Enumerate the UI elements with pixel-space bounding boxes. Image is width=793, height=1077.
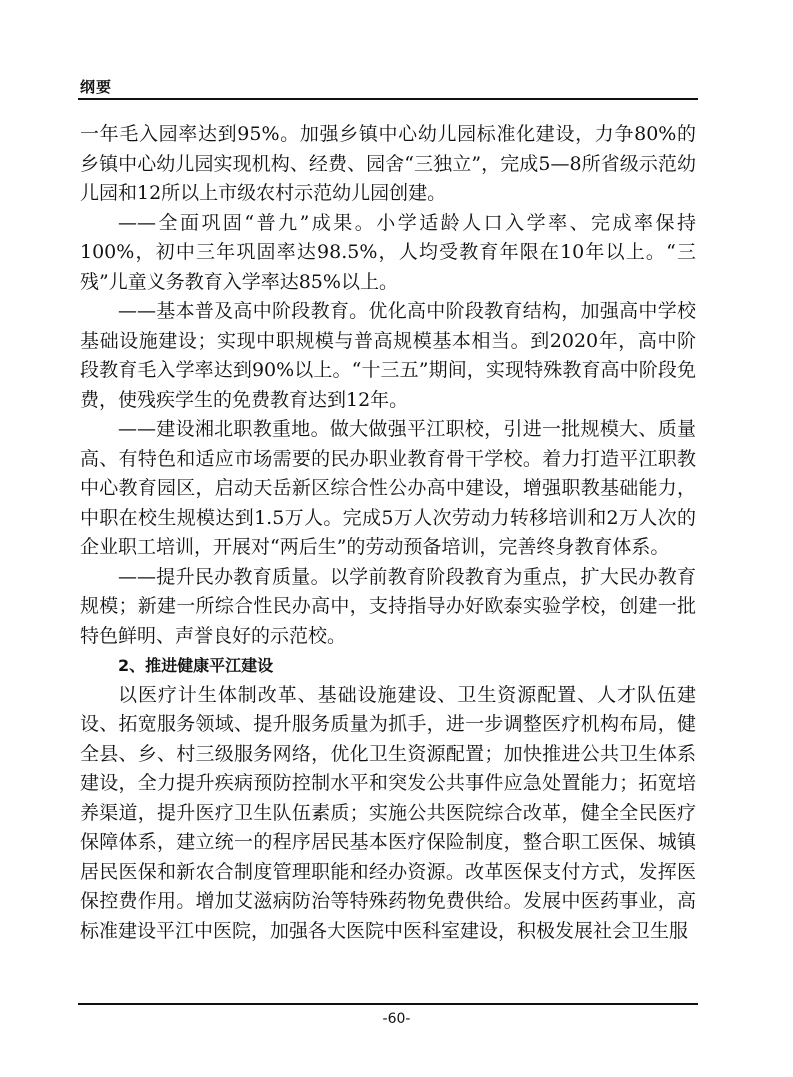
section-heading: 2、推进健康平江建设 — [118, 656, 274, 675]
running-header: 纲要 — [80, 78, 113, 96]
header-divider — [78, 98, 698, 100]
body-paragraph: ——建设湘北职教重地。做大做强平江职校，引进一批规模大、质量高、有特色和适应市场需要的民办职业教育骨干学校。着力打造平江职教中心教育园区，启动天岳新区综合性公办高中建设，增强职教基础能力，中职在校生规模达到1.5万人。完成5万人次劳动力转移培训和2万人次的企业职工培训，开展对“两后生”的劳动预备培训，完善终身教育体系。 — [80, 418, 696, 558]
body-paragraph: ——全面巩固“普九”成果。小学适龄人口入学率、完成率保持100%，初中三年巩固率达98.5%，人均受教育年限在10年以上。“三残”儿童义务教育入学率达85%以上。 — [80, 211, 696, 293]
body-paragraph: ——基本普及高中阶段教育。优化高中阶段教育结构，加强高中学校基础设施建设；实现中职规模与普高规模基本相当。到2020年，高中阶段教育毛入学率达到90%以上。“十三五”期间，实现特殊教育高中阶段免费，使残疾学生的免费教育达到12年。 — [80, 300, 696, 411]
body-paragraph: 一年毛入园率达到95%。加强乡镇中心幼儿园标准化建设，力争80%的乡镇中心幼儿园实现机构、经费、园舍“三独立”，完成5—8所省级示范幼儿园和12所以上市级农村示范幼儿园创建。 — [80, 123, 696, 204]
body-paragraph: 以医疗计生体制改革、基础设施建设、卫生资源配置、人才队伍建设、拓宽服务领域、提升服务质量为抓手，进一步调整医疗机构布局，健全县、乡、村三级服务网络，优化卫生资源配置；加快推进公共卫生体系建设，全力提升疾病预防控制水平和突发公共事件应急处置能力；拓宽培养渠道，提升医疗卫生队伍素质；实施公共医院综合改革，健全全民医疗保障体系，建立统一的程序居民基本医疗保险制度，整合职工医保、城镇居民医保和新农合制度管理职能和经办资源。改革医保支付方式，发挥医保控费作用。增加艾滋病防治等特殊药物免费供给。发展中医药事业，高标准建设平江中医院，加强各大医院中医科室建设，积极发展社会卫生服 — [80, 683, 696, 942]
page-number: -60- — [382, 1011, 411, 1027]
body-paragraph: ——提升民办教育质量。以学前教育阶段教育为重点，扩大民办教育规模；新建一所综合性民办高中，支持指导办好欧泰实验学校，创建一批特色鲜明、声誉良好的示范校。 — [80, 565, 696, 647]
document-body — [80, 120, 696, 946]
footer-divider — [78, 1003, 698, 1005]
